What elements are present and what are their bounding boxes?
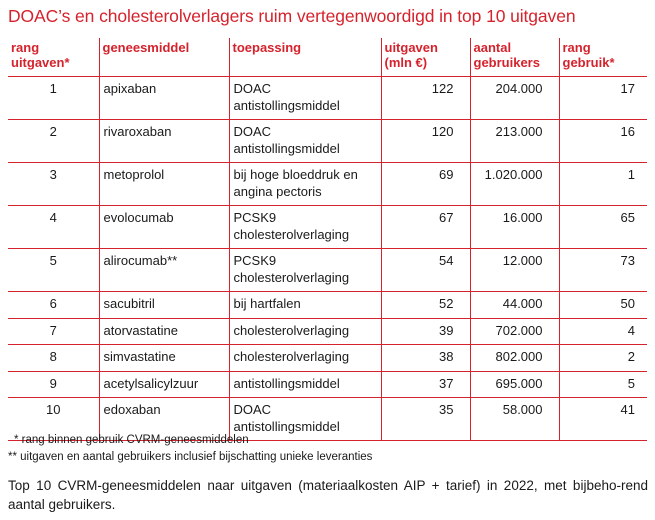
cell-users-text: 16.000 bbox=[502, 210, 543, 225]
cell-rank-spend bbox=[8, 206, 99, 249]
drug-table bbox=[8, 38, 647, 441]
cell-spend-text: 37 bbox=[439, 375, 454, 391]
cell-spend bbox=[381, 206, 470, 249]
table-row bbox=[8, 120, 647, 163]
cell-rank-spend-text: 4 bbox=[49, 210, 57, 225]
cell-users bbox=[470, 206, 559, 249]
cell-users-text: 213.000 bbox=[495, 124, 543, 139]
cell-rank-use bbox=[559, 318, 647, 345]
table-row bbox=[8, 292, 647, 319]
cell-use bbox=[229, 318, 381, 345]
cell-spend-text: 35 bbox=[439, 402, 454, 417]
cell-drug bbox=[99, 163, 229, 206]
cell-spend bbox=[381, 345, 470, 372]
header-spend bbox=[381, 38, 470, 77]
cell-rank-use bbox=[559, 120, 647, 163]
cell-spend bbox=[381, 163, 470, 206]
cell-use bbox=[229, 120, 381, 163]
cell-rank-use-text: 4 bbox=[627, 322, 635, 338]
cell-spend bbox=[381, 318, 470, 345]
cell-users bbox=[470, 292, 559, 319]
table-row bbox=[8, 318, 647, 345]
cell-users-text: 702.000 bbox=[495, 322, 543, 338]
cell-users-text: 204.000 bbox=[495, 81, 543, 96]
header-line: rang bbox=[11, 40, 40, 55]
cell-use-text: bij hoge bloeddruk en bbox=[233, 167, 358, 182]
cell-rank-use-text: 2 bbox=[627, 349, 635, 364]
cell-use bbox=[229, 206, 381, 249]
cell-spend-text: 67 bbox=[439, 210, 454, 225]
cell-use-text: cholesterolverlaging bbox=[233, 349, 350, 364]
cell-users bbox=[470, 120, 559, 163]
cell-drug-text: sacubitril bbox=[103, 296, 155, 311]
cell-drug-text: simvastatine bbox=[103, 349, 176, 364]
cell-users-text: 44.000 bbox=[502, 296, 543, 311]
cell-drug bbox=[99, 120, 229, 163]
header-line: gebruik* bbox=[562, 55, 615, 70]
cell-drug bbox=[99, 249, 229, 292]
cell-rank-use bbox=[559, 163, 647, 206]
cell-rank-spend bbox=[8, 249, 99, 292]
cell-rank-spend-text: 5 bbox=[49, 253, 57, 268]
cell-spend bbox=[381, 371, 470, 398]
cell-rank-spend bbox=[8, 292, 99, 319]
cell-use-text: antistollingsmiddel bbox=[233, 140, 340, 156]
cell-rank-spend-text: 6 bbox=[49, 296, 57, 311]
cell-use bbox=[229, 163, 381, 206]
header-line: rang bbox=[562, 40, 591, 55]
cell-rank-use-text: 1 bbox=[627, 167, 635, 182]
cell-users bbox=[470, 345, 559, 372]
page-title: DOAC’s en cholesterolverlagers ruim vertegenwoordigd in top 10 uitgaven bbox=[8, 6, 576, 26]
cell-rank-use bbox=[559, 398, 647, 441]
cell-drug-text: edoxaban bbox=[103, 402, 161, 417]
cell-use-text: bij hartfalen bbox=[233, 296, 301, 311]
header-use: toepassing bbox=[229, 38, 381, 77]
cell-rank-spend bbox=[8, 371, 99, 398]
cell-rank-spend bbox=[8, 345, 99, 372]
header-drug: geneesmiddel bbox=[99, 38, 229, 77]
header-rank-use bbox=[559, 38, 647, 77]
cell-spend-text: 52 bbox=[439, 296, 454, 311]
cell-use-text: antistollingsmiddel bbox=[233, 418, 340, 434]
cell-rank-use-text: 5 bbox=[627, 375, 635, 391]
cell-users bbox=[470, 249, 559, 292]
cell-users bbox=[470, 77, 559, 120]
cell-rank-spend-text: 9 bbox=[49, 375, 57, 391]
cell-rank-use-text: 16 bbox=[620, 124, 635, 139]
cell-rank-use bbox=[559, 206, 647, 249]
cell-rank-spend-text: 1 bbox=[49, 81, 57, 96]
cell-rank-use bbox=[559, 371, 647, 398]
cell-drug-text: metoprolol bbox=[103, 167, 165, 182]
cell-use-text: PCSK9 bbox=[233, 210, 277, 225]
cell-users-text: 1.020.000 bbox=[484, 167, 543, 182]
cell-spend-text: 69 bbox=[439, 167, 454, 182]
cell-spend-text: 120 bbox=[431, 124, 454, 139]
table-row bbox=[8, 345, 647, 372]
cell-use-text: DOAC bbox=[233, 81, 272, 96]
cell-rank-use-text: 41 bbox=[620, 402, 635, 417]
cell-use-text: antistollingsmiddel bbox=[233, 375, 340, 391]
cell-drug-text: atorvastatine bbox=[103, 322, 178, 338]
cell-rank-spend-text: 10 bbox=[46, 402, 61, 417]
cell-use bbox=[229, 345, 381, 372]
cell-spend bbox=[381, 77, 470, 120]
cell-drug bbox=[99, 345, 229, 372]
cell-rank-use-text: 73 bbox=[620, 253, 635, 268]
header-line: uitgaven bbox=[384, 40, 438, 55]
cell-rank-spend-text: 8 bbox=[49, 349, 57, 364]
header-line: aantal bbox=[473, 40, 512, 55]
cell-spend-text: 122 bbox=[431, 81, 454, 96]
header-line: uitgaven* bbox=[11, 55, 70, 70]
cell-drug bbox=[99, 318, 229, 345]
cell-use bbox=[229, 292, 381, 319]
cell-drug bbox=[99, 371, 229, 398]
header-line: gebruikers bbox=[473, 55, 540, 70]
table-row bbox=[8, 249, 647, 292]
cell-drug bbox=[99, 77, 229, 120]
cell-use-text: cholesterolverlaging bbox=[233, 269, 350, 285]
header-line: (mln €) bbox=[384, 55, 428, 70]
cell-rank-use-text: 17 bbox=[620, 81, 635, 96]
cell-rank-use bbox=[559, 345, 647, 372]
cell-drug-text: rivaroxaban bbox=[103, 124, 172, 139]
cell-spend-text: 54 bbox=[439, 253, 454, 268]
cell-users-text: 58.000 bbox=[502, 402, 543, 417]
cell-drug bbox=[99, 206, 229, 249]
cell-spend bbox=[381, 398, 470, 441]
cell-users-text: 802.000 bbox=[495, 349, 543, 364]
cell-rank-use-text: 50 bbox=[620, 296, 635, 311]
cell-users bbox=[470, 163, 559, 206]
footnote: ** uitgaven en aantal gebruikers inclusief bijschatting unieke leveranties bbox=[8, 451, 373, 463]
cell-use-text: angina pectoris bbox=[233, 183, 322, 199]
cell-users bbox=[470, 371, 559, 398]
cell-rank-spend bbox=[8, 120, 99, 163]
cell-use-text: antistollingsmiddel bbox=[233, 97, 340, 113]
cell-spend bbox=[381, 249, 470, 292]
cell-rank-spend bbox=[8, 318, 99, 345]
table-row bbox=[8, 206, 647, 249]
cell-rank-spend bbox=[8, 77, 99, 120]
cell-rank-use bbox=[559, 292, 647, 319]
table-row bbox=[8, 163, 647, 206]
figure-caption: Top 10 CVRM-geneesmiddelen naar uitgaven (materiaalkosten AIP + tarief) in 2022, met bijbeho-rend aantal gebruikers. bbox=[8, 478, 648, 512]
cell-use-text: PCSK9 bbox=[233, 253, 277, 268]
cell-spend bbox=[381, 292, 470, 319]
cell-rank-use-text: 65 bbox=[620, 210, 635, 225]
table-row bbox=[8, 371, 647, 398]
footnote: * rang binnen gebruik CVRM-geneesmiddelen bbox=[14, 434, 249, 446]
cell-users bbox=[470, 398, 559, 441]
cell-use-text: DOAC bbox=[233, 402, 272, 417]
cell-rank-spend bbox=[8, 163, 99, 206]
cell-use bbox=[229, 249, 381, 292]
cell-rank-spend-text: 3 bbox=[49, 167, 57, 182]
cell-drug-text: alirocumab** bbox=[103, 253, 178, 268]
cell-use-text: DOAC bbox=[233, 124, 272, 139]
cell-users-text: 695.000 bbox=[495, 375, 543, 391]
footnotes bbox=[8, 432, 372, 466]
cell-drug-text: acetylsalicylzuur bbox=[103, 375, 199, 391]
cell-use-text: cholesterolverlaging bbox=[233, 226, 350, 242]
cell-rank-use bbox=[559, 77, 647, 120]
table-row bbox=[8, 77, 647, 120]
cell-rank-spend-text: 7 bbox=[49, 322, 57, 338]
cell-rank-use bbox=[559, 249, 647, 292]
cell-use-text: cholesterolverlaging bbox=[233, 322, 350, 338]
cell-drug-text: apixaban bbox=[103, 81, 157, 96]
cell-users bbox=[470, 318, 559, 345]
cell-drug bbox=[99, 292, 229, 319]
header-rank-spend bbox=[8, 38, 99, 77]
cell-users-text: 12.000 bbox=[502, 253, 543, 268]
cell-use bbox=[229, 371, 381, 398]
table-header-row bbox=[8, 38, 647, 77]
cell-spend bbox=[381, 120, 470, 163]
cell-spend-text: 38 bbox=[439, 349, 454, 364]
cell-spend-text: 39 bbox=[439, 322, 454, 338]
cell-use bbox=[229, 77, 381, 120]
header-users bbox=[470, 38, 559, 77]
cell-rank-spend-text: 2 bbox=[49, 124, 57, 139]
cell-drug-text: evolocumab bbox=[103, 210, 174, 225]
